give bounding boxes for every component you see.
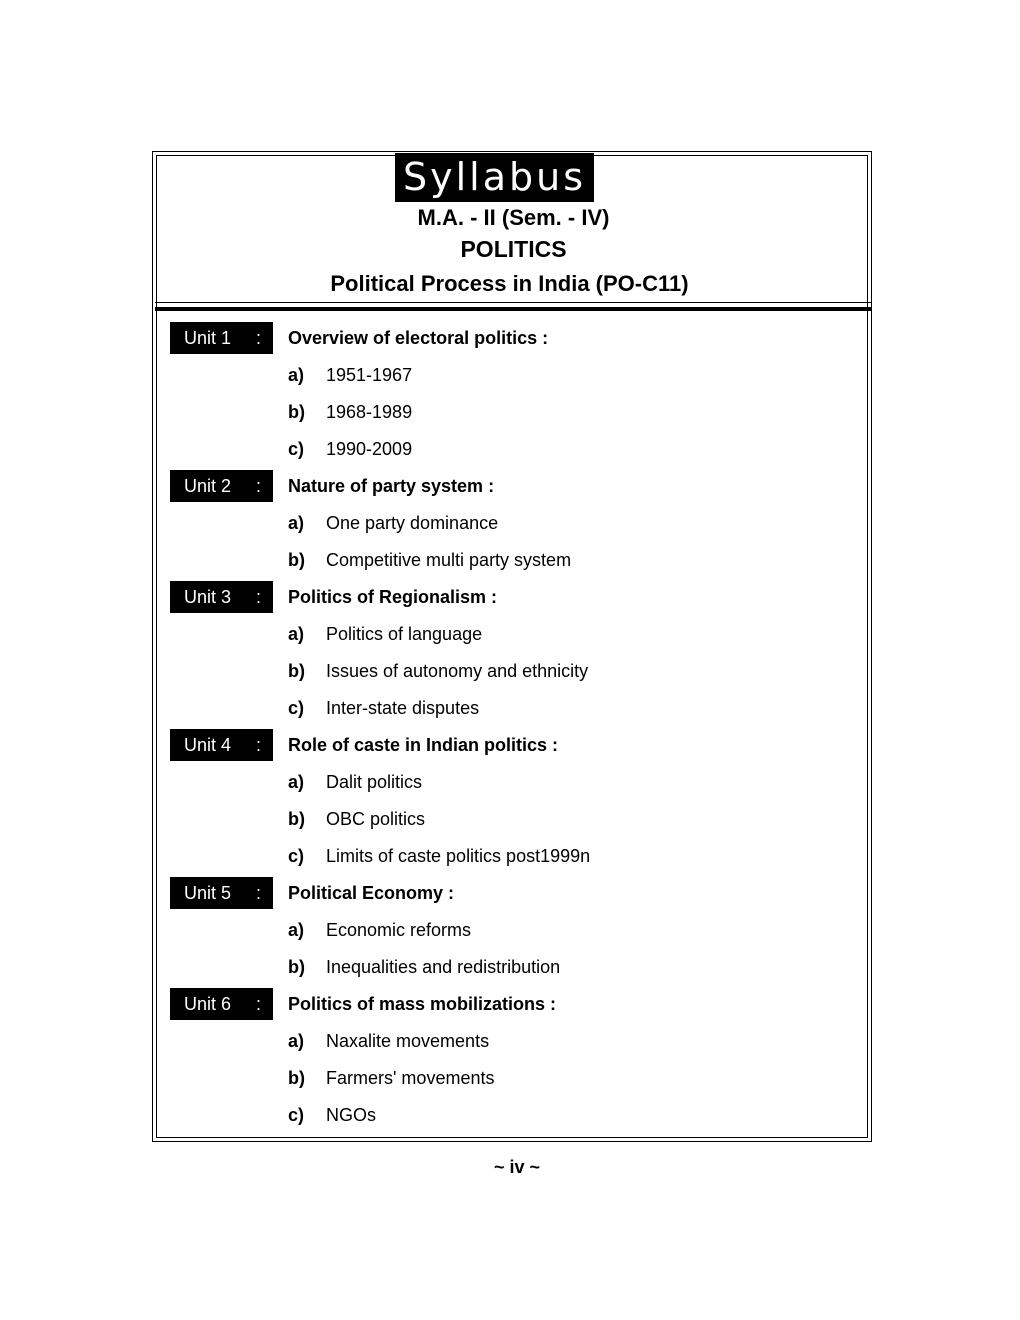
topic-marker: a) — [288, 1031, 305, 1051]
topic-item — [288, 438, 412, 460]
topic-marker: a) — [288, 513, 305, 533]
topic-text: OBC politics — [326, 809, 426, 829]
unit-colon: : — [256, 476, 262, 496]
unit-number: Unit 1 — [184, 328, 232, 348]
topic-text: 1990-2009 — [326, 439, 413, 459]
topic-text: Inter-state disputes — [326, 698, 480, 718]
topic-marker: b) — [288, 402, 305, 422]
topic-item — [288, 549, 571, 571]
unit-colon: : — [256, 735, 262, 755]
topic-marker: b) — [288, 957, 305, 977]
topic-item — [288, 956, 560, 978]
unit-label-6 — [170, 988, 273, 1020]
unit-number: Unit 6 — [184, 994, 232, 1014]
page-number: ~ iv ~ — [493, 1157, 541, 1177]
subject-title: POLITICS — [460, 236, 567, 262]
unit-label-3 — [170, 581, 273, 613]
topic-marker: b) — [288, 550, 305, 570]
syllabus-badge: Syllabus — [395, 153, 594, 202]
topic-marker: c) — [288, 698, 305, 718]
topic-text: NGOs — [326, 1105, 377, 1125]
topic-item — [288, 1104, 376, 1126]
topic-text: Economic reforms — [326, 920, 472, 940]
course-title: M.A. - II (Sem. - IV) — [417, 205, 610, 230]
paper-title: Political Process in India (PO-C11) — [330, 271, 689, 296]
topic-item — [288, 364, 412, 386]
topic-item — [288, 697, 479, 719]
topic-text: One party dominance — [326, 513, 499, 533]
topic-text: Limits of caste politics post1999n — [326, 846, 591, 866]
topic-text: Dalit politics — [326, 772, 423, 792]
unit-title-5: Political Economy : — [288, 883, 455, 903]
topic-item — [288, 512, 498, 534]
topic-text: 1951-1967 — [326, 365, 413, 385]
topic-item — [288, 808, 425, 830]
unit-label-4 — [170, 729, 273, 761]
topic-item — [288, 401, 412, 423]
unit-label-1 — [170, 322, 273, 354]
topic-marker: a) — [288, 772, 305, 792]
topic-item — [288, 845, 590, 867]
topic-marker: c) — [288, 1105, 305, 1125]
unit-number: Unit 5 — [184, 883, 232, 903]
topic-text: 1968-1989 — [326, 402, 413, 422]
unit-colon: : — [256, 994, 262, 1014]
unit-colon: : — [256, 328, 262, 348]
topic-marker: a) — [288, 365, 305, 385]
unit-number: Unit 4 — [184, 735, 232, 755]
topic-item — [288, 1067, 494, 1089]
unit-colon: : — [256, 587, 262, 607]
topic-marker: b) — [288, 1068, 305, 1088]
topic-marker: c) — [288, 846, 305, 866]
topic-text: Issues of autonomy and ethnicity — [326, 661, 589, 681]
unit-label-5 — [170, 877, 273, 909]
topic-text: Farmers' movements — [326, 1068, 495, 1088]
unit-title-2: Nature of party system : — [288, 476, 495, 496]
topic-text: Competitive multi party system — [326, 550, 572, 570]
unit-colon: : — [256, 883, 262, 903]
unit-number: Unit 3 — [184, 587, 232, 607]
unit-title-4: Role of caste in Indian politics : — [288, 735, 559, 755]
topic-text: Inequalities and redistribution — [326, 957, 561, 977]
unit-label-2 — [170, 470, 273, 502]
topic-marker: c) — [288, 439, 305, 459]
unit-title-6: Politics of mass mobilizations : — [288, 994, 557, 1014]
unit-number: Unit 2 — [184, 476, 232, 496]
topic-marker: a) — [288, 920, 305, 940]
topic-item — [288, 771, 422, 793]
topic-item — [288, 1030, 489, 1052]
topic-marker: a) — [288, 624, 305, 644]
unit-title-3: Politics of Regionalism : — [288, 587, 498, 607]
topic-item — [288, 623, 482, 645]
unit-title-1: Overview of electoral politics : — [288, 328, 549, 348]
topic-text: Politics of language — [326, 624, 483, 644]
header-divider — [155, 302, 872, 311]
topic-item — [288, 919, 471, 941]
topic-marker: b) — [288, 661, 305, 681]
topic-item — [288, 660, 588, 682]
topic-marker: b) — [288, 809, 305, 829]
topic-text: Naxalite movements — [326, 1031, 490, 1051]
